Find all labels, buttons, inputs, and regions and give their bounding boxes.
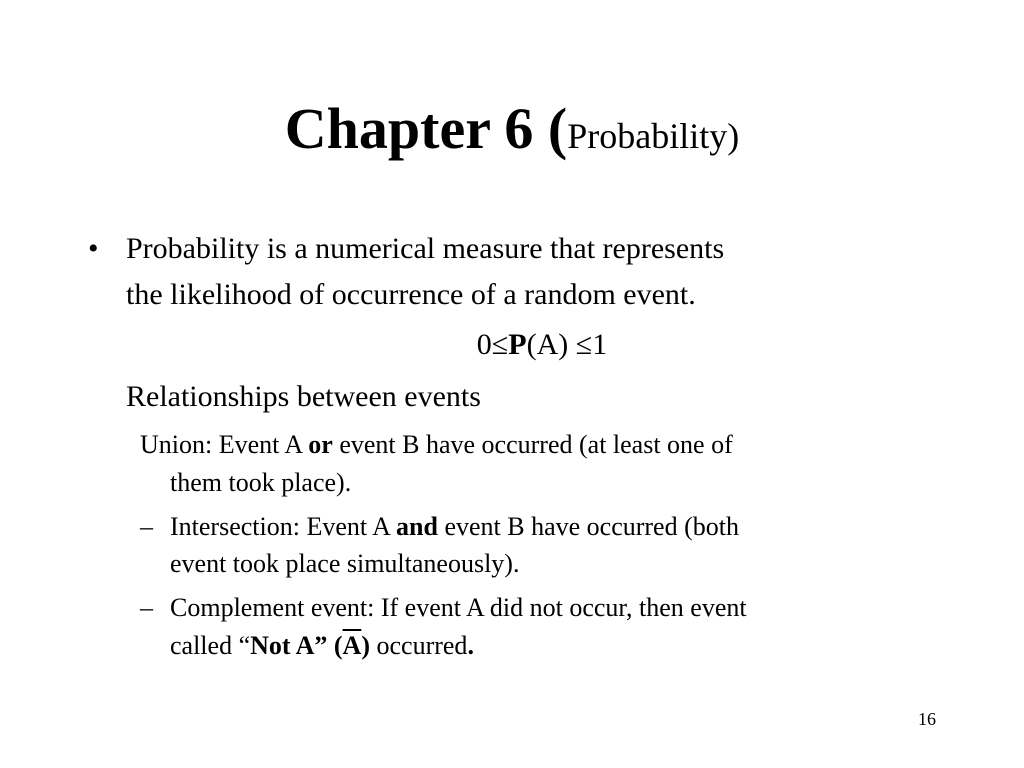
complement-occurred: occurred bbox=[370, 631, 468, 660]
intersection-line-2: event took place simultaneously). bbox=[170, 549, 520, 578]
relationships-heading: Relationships between events bbox=[126, 380, 481, 413]
page-number: 16 bbox=[918, 709, 936, 729]
complement-called: called “ bbox=[170, 631, 251, 660]
bullet-line-2: the likelihood of occurrence of a random event. bbox=[126, 278, 696, 311]
complement-dash-icon: – bbox=[140, 593, 153, 622]
union-before: Union: Event A bbox=[140, 430, 309, 459]
union-after: event B have occurred (at least one of bbox=[332, 430, 733, 459]
bullet-icon: • bbox=[88, 232, 99, 265]
union-bold: or bbox=[308, 430, 333, 459]
formula-p: P bbox=[508, 328, 527, 361]
intersection-before: Intersection: Event A bbox=[170, 512, 397, 541]
slide-title-main: Chapter 6 ( bbox=[284, 96, 568, 161]
intersection-after: event B have occurred (both bbox=[437, 512, 739, 541]
formula-suffix: (A) ≤1 bbox=[526, 328, 608, 361]
probability-formula bbox=[0, 330, 1024, 360]
union-line-2: them took place). bbox=[170, 468, 352, 497]
complement-not-a: Not A” ( bbox=[250, 631, 343, 660]
intersection-dash-icon: – bbox=[140, 512, 153, 541]
complement-line-2 bbox=[170, 633, 474, 659]
complement-a-bar: $\overline{A}$ bbox=[342, 631, 362, 660]
union-line-1 bbox=[140, 432, 733, 458]
intersection-line-1 bbox=[170, 514, 739, 540]
complement-line-1: Complement event: If event A did not occur, then event bbox=[170, 593, 747, 622]
bullet-line-1: Probability is a numerical measure that represents bbox=[126, 232, 725, 265]
formula-prefix: 0≤ bbox=[476, 328, 509, 361]
slide-title-sub: Probability) bbox=[567, 116, 740, 156]
complement-period: . bbox=[467, 631, 474, 660]
complement-close-paren: ) bbox=[361, 631, 370, 660]
intersection-bold: and bbox=[396, 512, 438, 541]
